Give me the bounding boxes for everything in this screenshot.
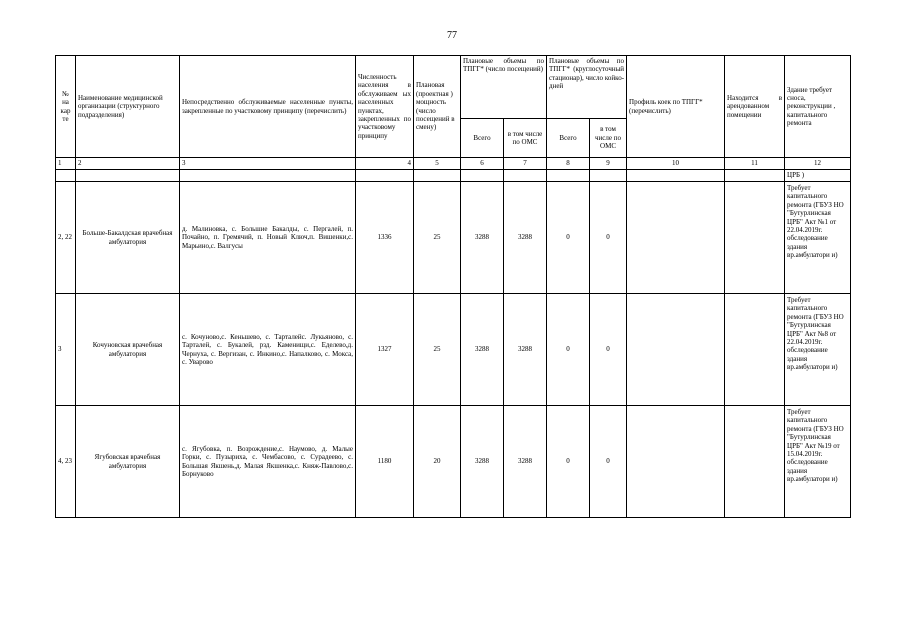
header-bed-profile: Профиль коек по ТПГГ* (перечислить) xyxy=(627,56,725,158)
bed-profile xyxy=(627,182,725,294)
visits-oms: 3288 xyxy=(504,294,547,406)
capacity: 20 xyxy=(414,406,461,518)
column-number: 8 xyxy=(547,158,590,170)
settlements: с. Кочуново,с. Кеньшево, с. Тарталейс. Лукьяново, с. Тарталей, с. Букалей, рзд. Каменищи,с. Еделево,д. Чернуха, с. Вергизан, с. Инкино,с. Напалково, с. Мокса, с. Уварово xyxy=(180,294,356,406)
beds-oms: 0 xyxy=(590,294,627,406)
column-number: 6 xyxy=(461,158,504,170)
bed-profile xyxy=(627,406,725,518)
capacity: 25 xyxy=(414,182,461,294)
population: 1180 xyxy=(356,406,414,518)
row-number: 3 xyxy=(56,294,76,406)
header-visits: Плановые объемы по ТПГГ* (число посещений) xyxy=(461,56,547,119)
continuation-row xyxy=(56,170,851,182)
repair-note: Требует капитального ремонта (ГБУЗ НО "Бутурлинская ЦРБ" Акт №8 от 22.04.2019г. обследование здания вр.амбулатори и) xyxy=(785,294,851,406)
visits-total: 3288 xyxy=(461,182,504,294)
column-numbers-row xyxy=(56,158,851,170)
subheader-beds-oms: в том числе по ОМС xyxy=(590,119,627,158)
page-number: 77 xyxy=(447,30,457,41)
repair-note: Требует капитального ремонта (ГБУЗ НО "Бутурлинская ЦРБ" Акт №1 от 22.04.2019г. обследование здания вр.амбулатори и) xyxy=(785,182,851,294)
organization-name: Больше-Бакалдская врачебная амбулатория xyxy=(76,182,180,294)
column-number: 11 xyxy=(725,158,785,170)
visits-oms: 3288 xyxy=(504,406,547,518)
beds-oms: 0 xyxy=(590,406,627,518)
header-population: Численность населения в обслуживаем ых населенных пунктах, закрепленных по участковому принципу xyxy=(356,56,414,158)
header-organization: Наименование медицинской организации (структурного подразделения) xyxy=(76,56,180,158)
rented xyxy=(725,182,785,294)
rented xyxy=(725,294,785,406)
organization-name: Ягубовская врачебная амбулатория xyxy=(76,406,180,518)
column-number: 1 xyxy=(56,158,76,170)
header-repair: Здание требует сноса, реконструкции , капитального ремонта xyxy=(785,56,851,158)
column-number: 7 xyxy=(504,158,547,170)
header-settlements: Непосредственно обслуживаемые населенные пункты, закрепленные по участковому принципу (перечислить) xyxy=(180,56,356,158)
continuation-text: ЦРБ ) xyxy=(785,170,851,182)
settlements: д. Малиновка, с. Большие Бакалды, с. Пергалей, п. Почайно, п. Гремячий, п. Новый Ключ,п. Вишенки,с. Марьино,с. Валгусы xyxy=(180,182,356,294)
visits-oms: 3288 xyxy=(504,182,547,294)
beds-total: 0 xyxy=(547,294,590,406)
column-number: 9 xyxy=(590,158,627,170)
visits-total: 3288 xyxy=(461,294,504,406)
subheader-visits-oms: в том числе по ОМС xyxy=(504,119,547,158)
header-number: № на кар те xyxy=(56,56,76,158)
visits-total: 3288 xyxy=(461,406,504,518)
table-row xyxy=(56,182,851,294)
table-row xyxy=(56,294,851,406)
column-number: 10 xyxy=(627,158,725,170)
column-number: 2 xyxy=(76,158,180,170)
repair-note: Требует капитального ремонта (ГБУЗ НО "Бутурлинская ЦРБ" Акт №19 от 15.04.2019г. обследование здания вр.амбулатори и) xyxy=(785,406,851,518)
rented xyxy=(725,406,785,518)
beds-oms: 0 xyxy=(590,182,627,294)
beds-total: 0 xyxy=(547,182,590,294)
row-number: 2, 22 xyxy=(56,182,76,294)
column-number: 5 xyxy=(414,158,461,170)
beds-total: 0 xyxy=(547,406,590,518)
population: 1336 xyxy=(356,182,414,294)
capacity: 25 xyxy=(414,294,461,406)
header-row xyxy=(56,56,851,119)
column-number: 3 xyxy=(180,158,356,170)
column-number: 12 xyxy=(785,158,851,170)
facilities-table xyxy=(55,55,851,518)
settlements: с. Ягубовка, п. Возрождение,с. Наумово, д. Малые Горки, с. Пузыриха, с. Чембасово, с. Сурадеево, с. Большая Якшень,д. Малая Якшенка,с. Княж-Павлово,с. Борнуково xyxy=(180,406,356,518)
organization-name: Кочуновская врачебная амбулатория xyxy=(76,294,180,406)
row-number: 4, 23 xyxy=(56,406,76,518)
table-row xyxy=(56,406,851,518)
subheader-visits-total: Всего xyxy=(461,119,504,158)
subheader-beds-total: Всего xyxy=(547,119,590,158)
population: 1327 xyxy=(356,294,414,406)
column-number: 4 xyxy=(356,158,414,170)
header-rented: Находится в арендованном помещении xyxy=(725,56,785,158)
bed-profile xyxy=(627,294,725,406)
header-capacity: Плановая (проектная ) мощность (число посещений в смену) xyxy=(414,56,461,158)
header-beds: Плановые объемы по ТПГГ* (круглосуточный стационар), число койко-дней xyxy=(547,56,627,119)
